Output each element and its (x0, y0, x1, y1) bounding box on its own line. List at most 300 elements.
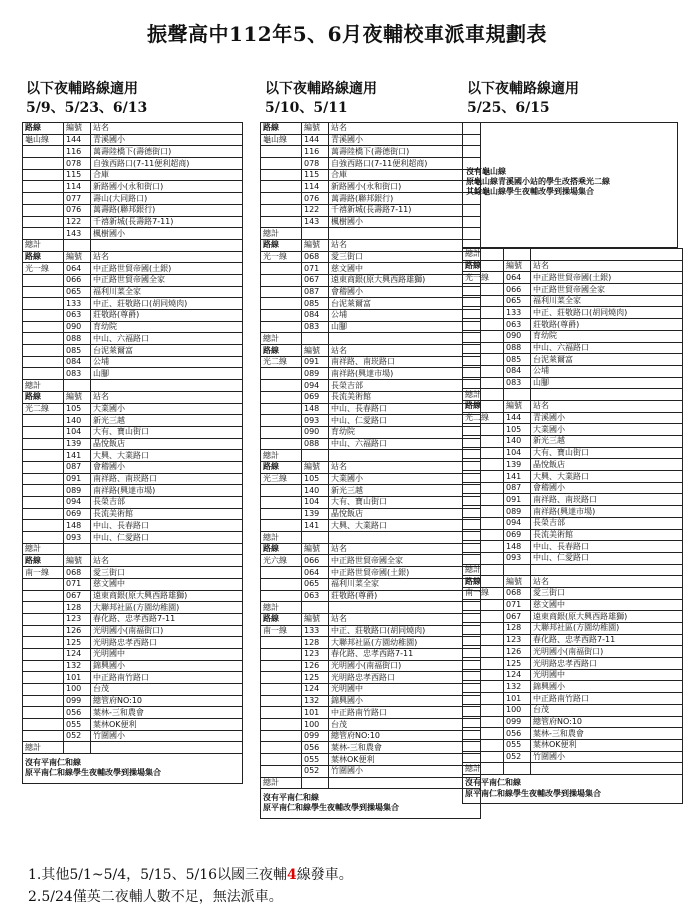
schedule-table-1 (22, 122, 243, 784)
stop-number: 125 (64, 637, 91, 649)
stop-name: 山腳 (329, 321, 481, 333)
route-blank (463, 634, 504, 646)
route-blank (23, 321, 64, 333)
stop-name: 會稽國小 (91, 461, 243, 473)
table-row (261, 251, 481, 263)
route-name: 龜山線 (261, 134, 302, 146)
table-row (463, 447, 683, 459)
stop-name: 育幼院 (531, 330, 683, 342)
stop-number: 144 (64, 134, 91, 146)
header-stop: 站名 (91, 251, 243, 263)
stop-number: 105 (302, 473, 329, 485)
table-row (261, 181, 481, 193)
stop-number: 071 (64, 578, 91, 590)
route-blank (463, 330, 504, 342)
route-blank (261, 298, 302, 310)
table-row (261, 193, 481, 205)
route-blank (261, 181, 302, 193)
route-blank (23, 660, 64, 672)
table-row (261, 169, 481, 181)
table-row (23, 672, 243, 684)
stop-number: 071 (504, 599, 531, 611)
table-row (261, 567, 481, 579)
stop-number: 091 (302, 356, 329, 368)
stop-number: 141 (302, 520, 329, 532)
stop-number: 148 (302, 403, 329, 415)
route-blank (463, 365, 504, 377)
route-blank (463, 552, 504, 564)
route-blank (23, 158, 64, 170)
route-blank (261, 193, 302, 205)
stop-number: 090 (64, 321, 91, 333)
stop-number: 104 (504, 447, 531, 459)
stop-name: 萬壽陸橋下(壽德街口) (91, 146, 243, 158)
table-row (463, 587, 683, 599)
stop-name: 台泥萊爾富 (531, 354, 683, 366)
stop-name: 中正路世貿帝國(土銀) (329, 567, 481, 579)
route-blank (261, 286, 302, 298)
stop-name: 愛三街口 (329, 251, 481, 263)
route-blank (463, 529, 504, 541)
header-stop: 站名 (531, 576, 683, 588)
table-row (23, 485, 243, 497)
stop-number: 069 (302, 391, 329, 403)
stop-number: 093 (504, 552, 531, 564)
stop-name: 千禧新城(長壽路7-11) (329, 204, 481, 216)
table-row (463, 471, 683, 483)
stop-number: 052 (64, 730, 91, 742)
route-blank (261, 485, 302, 497)
footnotes (28, 864, 353, 908)
stop-name: 總管府NO:10 (531, 716, 683, 728)
table-row (261, 310, 481, 322)
total-value (302, 532, 329, 544)
stop-number: 124 (302, 684, 329, 696)
note-row (463, 789, 683, 804)
table-row (463, 681, 683, 693)
table-row (261, 730, 481, 742)
table-row (23, 134, 243, 146)
table-row (261, 274, 481, 286)
stop-number: 087 (64, 461, 91, 473)
total-row (261, 602, 481, 614)
stop-name: 葉林OK便利 (91, 719, 243, 731)
stop-name: 慈文國中 (329, 263, 481, 275)
stop-number: 084 (64, 356, 91, 368)
stop-number: 067 (64, 590, 91, 602)
total-value (64, 380, 91, 392)
route-blank (23, 532, 64, 544)
stop-number: 063 (64, 310, 91, 322)
total-row (463, 249, 683, 261)
header-stop: 站名 (329, 123, 481, 135)
table-row (261, 204, 481, 216)
table-row (261, 765, 481, 777)
stop-number: 100 (64, 684, 91, 696)
column-3-dates: 5/25、6/15 (467, 100, 550, 116)
stop-name: 萬壽陸橋下(壽德街口) (329, 146, 481, 158)
stop-number: 139 (302, 508, 329, 520)
total-value (64, 543, 91, 555)
table-row (261, 648, 481, 660)
stop-number: 125 (504, 658, 531, 670)
route-blank (261, 520, 302, 532)
route-blank (261, 508, 302, 520)
stop-name: 中正路世貿帝國全家 (329, 555, 481, 567)
route-blank (261, 765, 302, 777)
route-blank (23, 146, 64, 158)
route-blank (23, 333, 64, 345)
table-row (23, 356, 243, 368)
total-label: 總計 (261, 602, 302, 614)
stop-name: 葉林OK便利 (531, 739, 683, 751)
stop-name: 晶悅飯店 (91, 438, 243, 450)
schedule-table-2 (260, 122, 481, 819)
route-blank (23, 216, 64, 228)
route-blank (463, 669, 504, 681)
route-blank (463, 436, 504, 448)
route-blank (23, 450, 64, 462)
note-cell: 原平南仁和線學生夜輔改學到操場集合 (23, 768, 243, 783)
table-row (261, 695, 481, 707)
route-blank (23, 485, 64, 497)
header-route: 路線 (261, 613, 302, 625)
route-blank (261, 415, 302, 427)
stop-name: 光明國小(南福街口) (91, 625, 243, 637)
table-row (23, 368, 243, 380)
stop-name: 南祥路(興達市場) (329, 368, 481, 380)
stop-number: 084 (302, 310, 329, 322)
stop-number: 056 (504, 728, 531, 740)
stop-name: 中正路世貿帝國(土銀) (91, 263, 243, 275)
note-row (261, 803, 481, 818)
stop-number: 126 (302, 660, 329, 672)
route-blank (463, 342, 504, 354)
table-row (261, 356, 481, 368)
route-blank (23, 672, 64, 684)
stop-number: 123 (302, 648, 329, 660)
table-row (23, 181, 243, 193)
stop-number: 067 (302, 274, 329, 286)
route-blank (261, 403, 302, 415)
header-no: 編號 (64, 391, 91, 403)
table-row (463, 330, 683, 342)
table-row (463, 377, 683, 389)
column-3-heading: 以下夜輔路線適用 (467, 81, 579, 97)
route-blank (463, 716, 504, 728)
stop-name: 合庫 (329, 169, 481, 181)
route-name: 光二線 (23, 403, 64, 415)
header-route: 路線 (463, 400, 504, 412)
total-value (64, 239, 91, 251)
note-cell: 沒有平南仁和線 (23, 754, 243, 768)
route-blank (463, 541, 504, 553)
stop-name: 光明國小(南福街口) (329, 660, 481, 672)
stop-name: 萬壽路(聯邦銀行) (91, 204, 243, 216)
stop-number: 066 (64, 274, 91, 286)
table-row (23, 637, 243, 649)
stop-name: 中正路南竹路口 (91, 672, 243, 684)
route-blank (463, 704, 504, 716)
table-row (23, 321, 243, 333)
table-row (261, 590, 481, 602)
route-blank (23, 473, 64, 485)
stop-number: 090 (504, 330, 531, 342)
route-blank (463, 658, 504, 670)
route-name: 光六線 (261, 555, 302, 567)
route-blank (463, 517, 504, 529)
stop-number: 065 (302, 578, 329, 590)
table-row (261, 684, 481, 696)
stop-number: 141 (64, 450, 91, 462)
route-blank (463, 377, 504, 389)
stop-number: 144 (302, 134, 329, 146)
stop-number: 069 (504, 529, 531, 541)
stop-number: 078 (64, 158, 91, 170)
stop-number: 068 (64, 567, 91, 579)
total-row (261, 228, 481, 240)
stop-name: 南祥路(興達市場) (531, 506, 683, 518)
stop-name: 長榮吉部 (531, 517, 683, 529)
stop-name: 新路國小(永和街口) (329, 181, 481, 193)
route-blank (463, 728, 504, 740)
header-no: 編號 (64, 251, 91, 263)
stop-number: 128 (64, 602, 91, 614)
total-value (504, 763, 531, 775)
table-row (463, 412, 683, 424)
stop-name: 大聯邦社區(方園幼稚園) (531, 623, 683, 635)
table-row (261, 672, 481, 684)
header-route: 路線 (261, 239, 302, 251)
header-route: 路線 (23, 391, 64, 403)
table-header-row (261, 543, 481, 555)
header-stop: 站名 (329, 613, 481, 625)
table-row (261, 742, 481, 754)
table-row (23, 695, 243, 707)
header-no: 編號 (64, 123, 91, 135)
stop-name: 長流美術館 (329, 391, 481, 403)
stop-number: 085 (302, 298, 329, 310)
route-blank (463, 459, 504, 471)
stop-number: 124 (64, 648, 91, 660)
stop-name: 中正路世貿帝國全家 (531, 284, 683, 296)
stop-name: 中正路世貿帝國全家 (91, 274, 243, 286)
stop-name: 中正、莊敬路口(胡同燒肉) (329, 625, 481, 637)
stop-name: 中山、長春路口 (329, 403, 481, 415)
table-row (261, 625, 481, 637)
total-blank (329, 777, 481, 789)
total-label: 總計 (23, 543, 64, 555)
route-blank (23, 286, 64, 298)
stop-number: 052 (504, 751, 531, 763)
header-no: 編號 (302, 239, 329, 251)
stop-name: 台茂 (531, 704, 683, 716)
stop-number: 132 (302, 695, 329, 707)
stop-number: 056 (302, 742, 329, 754)
stop-number: 133 (302, 625, 329, 637)
table-row (261, 380, 481, 392)
route-blank (463, 447, 504, 459)
stop-number: 094 (302, 380, 329, 392)
stop-name: 中正路南竹路口 (329, 707, 481, 719)
stop-name: 自強西路口(7-11便利超商) (91, 158, 243, 170)
route-blank (23, 520, 64, 532)
stop-number: 148 (504, 541, 531, 553)
route-blank (261, 426, 302, 438)
stop-name: 大興、大業路口 (531, 471, 683, 483)
route-blank (23, 497, 64, 509)
stop-number: 083 (302, 321, 329, 333)
stop-name: 竹圍國小 (531, 751, 683, 763)
route-blank (23, 461, 64, 473)
total-row (261, 777, 481, 789)
route-blank (463, 751, 504, 763)
stop-name: 總管府NO:10 (329, 730, 481, 742)
stop-number: 100 (504, 704, 531, 716)
header-no: 編號 (302, 613, 329, 625)
header-stop: 站名 (91, 391, 243, 403)
header-stop: 站名 (329, 239, 481, 251)
stop-number: 099 (504, 716, 531, 728)
header-stop: 站名 (91, 123, 243, 135)
table-header-row (463, 576, 683, 588)
route-name: 龜山線 (23, 134, 64, 146)
route-blank (23, 193, 64, 205)
route-name: 光一線 (463, 272, 504, 284)
note-cell: 原平南仁和線學生夜輔改學到操場集合 (261, 803, 481, 818)
stop-number: 076 (64, 204, 91, 216)
column-3-header (467, 80, 579, 118)
table-row (23, 146, 243, 158)
table-row (261, 719, 481, 731)
route-blank (261, 648, 302, 660)
stop-name: 大業國小 (91, 403, 243, 415)
stop-name: 公埔 (531, 365, 683, 377)
header-no: 編號 (504, 400, 531, 412)
header-route: 路線 (261, 123, 302, 135)
table-row (261, 321, 481, 333)
table-row (23, 602, 243, 614)
table-row (23, 508, 243, 520)
column-1-heading: 以下夜輔路線適用 (26, 81, 138, 97)
table-row (261, 368, 481, 380)
total-value (302, 333, 329, 345)
route-blank (261, 158, 302, 170)
stop-name: 合庫 (91, 169, 243, 181)
route-blank (261, 391, 302, 403)
stop-number: 094 (64, 497, 91, 509)
stop-number: 104 (302, 497, 329, 509)
total-value (302, 228, 329, 240)
column-2-header (265, 80, 377, 118)
stop-name: 中正路世貿帝國(土銀) (531, 272, 683, 284)
stop-number: 104 (64, 426, 91, 438)
route-blank (463, 319, 504, 331)
stop-number: 115 (302, 169, 329, 181)
total-row (463, 389, 683, 401)
table-row (23, 310, 243, 322)
route-blank (23, 613, 64, 625)
header-no: 編號 (302, 345, 329, 357)
header-route: 路線 (463, 576, 504, 588)
route-blank (261, 567, 302, 579)
table-row (261, 134, 481, 146)
total-row (23, 380, 243, 392)
table-row (23, 193, 243, 205)
page-title: 振聲高中112年5、6月夜輔校車派車規劃表 (146, 22, 548, 46)
table-row (261, 263, 481, 275)
route-name: 光二線 (463, 412, 504, 424)
header-route: 路線 (23, 251, 64, 263)
stop-name: 青溪國小 (329, 134, 481, 146)
table-row (23, 158, 243, 170)
total-label: 總計 (463, 249, 504, 261)
table-row (463, 669, 683, 681)
route-blank (23, 590, 64, 602)
stop-number: 063 (302, 590, 329, 602)
table-row (23, 520, 243, 532)
total-label: 總計 (463, 564, 504, 576)
header-no: 編號 (302, 461, 329, 473)
table-row (463, 342, 683, 354)
table-header-row (261, 461, 481, 473)
stop-number: 064 (64, 263, 91, 275)
stop-name: 光明國小(南福街口) (531, 646, 683, 658)
table-header-row (261, 123, 481, 135)
table-row (261, 426, 481, 438)
stop-number: 066 (302, 555, 329, 567)
total-row (261, 532, 481, 544)
table-row (463, 728, 683, 740)
route-blank (23, 274, 64, 286)
stop-name: 莊敬路(尊爵) (91, 310, 243, 322)
stop-number: 066 (504, 284, 531, 296)
table-row (23, 450, 243, 462)
header-route: 路線 (261, 543, 302, 555)
table-row (463, 459, 683, 471)
stop-name: 新光三越 (91, 415, 243, 427)
table-row (261, 497, 481, 509)
route-blank (23, 508, 64, 520)
route-name: 光一線 (23, 263, 64, 275)
stop-number: 052 (302, 765, 329, 777)
table-row (463, 494, 683, 506)
table-row (463, 739, 683, 751)
stop-name: 南祥路、南崁路口 (531, 494, 683, 506)
total-blank (329, 450, 481, 462)
table-row (261, 485, 481, 497)
header-route: 路線 (23, 555, 64, 567)
column-2-dates: 5/10、5/11 (265, 100, 348, 116)
stop-name: 中山、長春路口 (91, 520, 243, 532)
route-blank (23, 426, 64, 438)
stop-number: 091 (64, 473, 91, 485)
total-blank (91, 380, 243, 392)
stop-number: 089 (504, 506, 531, 518)
header-no: 編號 (504, 260, 531, 272)
stop-number: 114 (64, 181, 91, 193)
route-blank (463, 482, 504, 494)
route-blank (463, 354, 504, 366)
route-blank (463, 307, 504, 319)
footnote-1-text: 1.其他5/1~5/4，5/15、5/16以國三夜輔 (28, 867, 288, 883)
stop-name: 愛三街口 (91, 567, 243, 579)
table-row (463, 284, 683, 296)
stop-name: 葉林-三和農會 (329, 742, 481, 754)
table-row (23, 169, 243, 181)
table-row (463, 751, 683, 763)
stop-name: 遠東商銀(原大興西路雄獅) (91, 590, 243, 602)
